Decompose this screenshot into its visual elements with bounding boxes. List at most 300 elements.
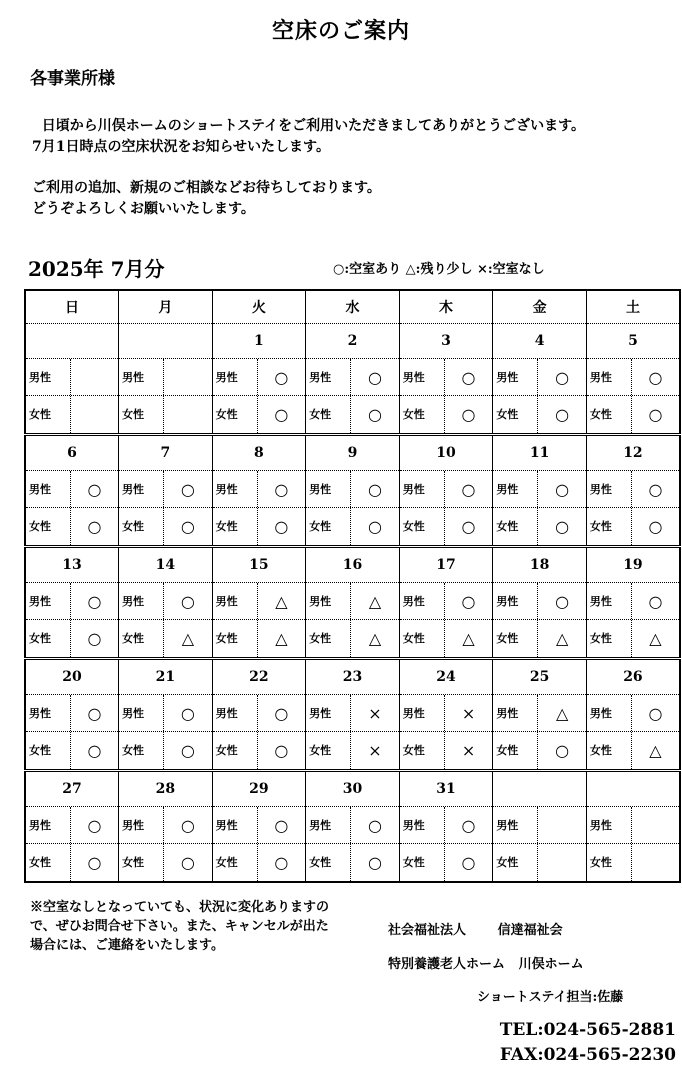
- day-number: [119, 324, 212, 359]
- day-number: [26, 324, 118, 359]
- day-number: 3: [400, 324, 493, 359]
- male-row: [26, 583, 118, 620]
- female-label: 女性: [587, 508, 632, 545]
- male-availability: ○: [87, 815, 102, 835]
- male-label: 男性: [587, 807, 632, 843]
- male-label: 男性: [213, 807, 258, 843]
- female-availability: △: [462, 628, 475, 648]
- female-label: 女性: [213, 732, 258, 769]
- female-label: 女性: [26, 508, 71, 545]
- availability-note: ※空室なしとなっていても、状況に変化ありますので、ぜひお問合せ下さい。また、キャンセルが出た場合には、ご連絡をいたします。: [30, 900, 330, 953]
- female-row: [587, 508, 679, 545]
- day-number: 19: [587, 548, 679, 583]
- male-availability: ○: [180, 703, 195, 723]
- female-label: 女性: [26, 732, 71, 769]
- male-label: 男性: [119, 807, 164, 843]
- day-number: 18: [493, 548, 586, 583]
- calendar-day-cell: [119, 658, 213, 770]
- calendar-day-cell: [493, 770, 587, 882]
- female-row: [400, 620, 493, 657]
- female-label: 女性: [119, 844, 164, 881]
- female-availability: [71, 396, 118, 433]
- male-availability: ○: [274, 815, 289, 835]
- female-label: 女性: [493, 508, 538, 545]
- male-availability: △: [368, 591, 382, 611]
- male-row: [26, 359, 118, 396]
- weekday-sun: 日: [25, 290, 119, 323]
- male-row: [587, 471, 679, 508]
- male-availability: ×: [461, 703, 476, 723]
- male-availability: [632, 807, 679, 843]
- male-label: 男性: [587, 695, 632, 731]
- male-label: 男性: [213, 359, 258, 395]
- female-label: 女性: [26, 620, 71, 657]
- male-label: 男性: [119, 695, 164, 731]
- male-row: [306, 583, 399, 620]
- male-label: 男性: [493, 695, 538, 731]
- male-row: [493, 695, 586, 732]
- male-label: 男性: [400, 471, 445, 507]
- greeting-line: 7月1日時点の空床状況をお知らせいたします。: [32, 139, 330, 155]
- calendar-day-cell: [306, 658, 400, 770]
- calendar-day-cell: [119, 434, 213, 546]
- male-availability: ○: [461, 591, 476, 611]
- female-label: 女性: [306, 620, 351, 657]
- calendar-day-cell: [399, 658, 493, 770]
- male-label: 男性: [26, 695, 71, 731]
- female-row: [400, 732, 493, 769]
- weekday-tue: 火: [212, 290, 306, 323]
- male-label: 男性: [493, 359, 538, 395]
- calendar-day-cell: [493, 323, 587, 434]
- day-number: 24: [400, 660, 493, 695]
- female-availability: [164, 396, 212, 433]
- female-availability: [632, 844, 679, 881]
- male-row: [400, 695, 493, 732]
- day-number: 28: [119, 772, 212, 807]
- calendar-day-cell: [493, 658, 587, 770]
- male-availability: △: [555, 703, 569, 723]
- calendar-day-cell: [212, 323, 306, 434]
- female-availability: ○: [367, 516, 382, 536]
- female-availability: ○: [555, 516, 570, 536]
- female-availability: ○: [367, 852, 382, 872]
- female-row: [587, 620, 679, 657]
- female-availability: ○: [274, 404, 289, 424]
- female-label: 女性: [587, 844, 632, 881]
- day-number: 20: [26, 660, 118, 695]
- day-number: [587, 772, 679, 807]
- male-availability: ○: [87, 479, 102, 499]
- male-availability: [71, 359, 118, 395]
- male-availability: ○: [87, 591, 102, 611]
- calendar-day-cell: [399, 434, 493, 546]
- male-label: 男性: [400, 583, 445, 619]
- female-label: 女性: [213, 620, 258, 657]
- male-label: 男性: [26, 583, 71, 619]
- male-availability: ○: [555, 479, 570, 499]
- female-availability: [538, 844, 586, 881]
- male-row: [26, 471, 118, 508]
- female-row: [306, 508, 399, 545]
- female-availability: ○: [274, 852, 289, 872]
- calendar-day-cell: [306, 434, 400, 546]
- male-label: 男性: [119, 583, 164, 619]
- female-row: [306, 732, 399, 769]
- weekday-sat: 土: [586, 290, 680, 323]
- calendar-day-cell: [119, 323, 213, 434]
- calendar-day-cell: [586, 323, 680, 434]
- weekday-thu: 木: [399, 290, 493, 323]
- male-row: [493, 807, 586, 844]
- male-availability: ○: [648, 591, 663, 611]
- female-row: [306, 620, 399, 657]
- request-line: ご利用の追加、新規のご相談などお待ちしております。: [32, 180, 381, 196]
- calendar-day-cell: [25, 770, 119, 882]
- day-number: 8: [213, 436, 306, 471]
- male-availability: [164, 359, 212, 395]
- male-row: [306, 471, 399, 508]
- calendar-day-cell: [212, 546, 306, 658]
- calendar-day-cell: [212, 770, 306, 882]
- day-number: 10: [400, 436, 493, 471]
- female-row: [493, 732, 586, 769]
- calendar-day-cell: [586, 546, 680, 658]
- male-availability: ○: [180, 591, 195, 611]
- male-label: 男性: [306, 695, 351, 731]
- male-row: [119, 583, 212, 620]
- male-availability: ○: [367, 815, 382, 835]
- male-row: [26, 695, 118, 732]
- male-label: 男性: [306, 807, 351, 843]
- org-staff-contact: ショートステイ担当:佐藤: [477, 990, 624, 1005]
- female-row: [493, 396, 586, 433]
- calendar-day-cell: [25, 323, 119, 434]
- female-availability: △: [368, 628, 382, 648]
- fax-number: FAX:024-565-2230: [499, 1045, 676, 1065]
- request-line: どうぞよろしくお願いいたします。: [32, 201, 255, 217]
- male-row: [213, 471, 306, 508]
- female-availability: ○: [555, 404, 570, 424]
- male-availability: ○: [648, 367, 663, 387]
- male-label: 男性: [26, 359, 71, 395]
- calendar-week-row: [25, 434, 680, 546]
- day-number: 17: [400, 548, 493, 583]
- female-row: [213, 844, 306, 881]
- calendar-day-cell: [493, 434, 587, 546]
- female-label: 女性: [587, 620, 632, 657]
- male-availability: ×: [368, 703, 382, 723]
- female-availability: ○: [367, 404, 382, 424]
- female-availability: △: [275, 628, 288, 648]
- female-row: [213, 508, 306, 545]
- male-row: [400, 807, 493, 844]
- day-number: 6: [26, 436, 118, 471]
- day-number: 5: [587, 324, 679, 359]
- day-number: 7: [119, 436, 212, 471]
- female-availability: ○: [87, 516, 102, 536]
- male-availability: ○: [274, 367, 289, 387]
- female-row: [493, 620, 586, 657]
- male-label: 男性: [213, 695, 258, 731]
- male-label: 男性: [213, 471, 258, 507]
- female-availability: △: [555, 628, 569, 648]
- day-number: 4: [493, 324, 586, 359]
- calendar-day-cell: [399, 323, 493, 434]
- male-availability: △: [275, 591, 288, 611]
- female-label: 女性: [213, 508, 258, 545]
- male-row: [306, 807, 399, 844]
- day-number: 12: [587, 436, 679, 471]
- male-row: [306, 359, 399, 396]
- female-label: 女性: [119, 620, 164, 657]
- male-availability: [538, 807, 586, 843]
- male-availability: ○: [367, 479, 382, 499]
- status-legend: ○:空室あり △:残り少し ×:空室なし: [333, 262, 545, 277]
- weekday-wed: 水: [306, 290, 400, 323]
- calendar-day-cell: [399, 770, 493, 882]
- greeting-line: 日頃から川俣ホームのショートステイをご利用いただきましてありがとうございます。: [32, 118, 585, 134]
- female-label: 女性: [400, 508, 445, 545]
- female-label: 女性: [213, 844, 258, 881]
- male-row: [119, 807, 212, 844]
- male-availability: ○: [87, 703, 102, 723]
- male-availability: ○: [461, 815, 476, 835]
- male-label: 男性: [213, 583, 258, 619]
- female-label: 女性: [493, 732, 538, 769]
- male-row: [587, 695, 679, 732]
- female-availability: ○: [274, 740, 289, 760]
- day-number: 15: [213, 548, 306, 583]
- male-label: 男性: [119, 359, 164, 395]
- female-row: [213, 732, 306, 769]
- calendar-period: 2025年 7月分: [28, 257, 165, 281]
- org-corporation: 社会福祉法人 信達福祉会: [388, 923, 563, 938]
- male-row: [493, 471, 586, 508]
- female-label: 女性: [587, 396, 632, 433]
- male-row: [119, 471, 212, 508]
- page-title: 空床のご案内: [271, 18, 410, 44]
- phone-number: TEL:024-565-2881: [499, 1020, 676, 1040]
- day-number: 27: [26, 772, 118, 807]
- female-availability: ○: [180, 852, 195, 872]
- male-availability: ○: [461, 367, 476, 387]
- day-number: 14: [119, 548, 212, 583]
- male-row: [213, 583, 306, 620]
- female-availability: ○: [461, 404, 476, 424]
- female-availability: ○: [180, 516, 195, 536]
- male-row: [306, 695, 399, 732]
- female-availability: ○: [461, 516, 476, 536]
- male-availability: ○: [555, 367, 570, 387]
- calendar-day-cell: [25, 658, 119, 770]
- male-row: [26, 807, 118, 844]
- female-availability: ○: [555, 740, 570, 760]
- male-label: 男性: [306, 583, 351, 619]
- female-row: [400, 508, 493, 545]
- female-row: [400, 844, 493, 881]
- female-row: [26, 396, 118, 433]
- weekday-fri: 金: [493, 290, 587, 323]
- female-row: [119, 508, 212, 545]
- day-number: 23: [306, 660, 399, 695]
- male-label: 男性: [306, 471, 351, 507]
- female-row: [587, 732, 679, 769]
- day-number: 26: [587, 660, 679, 695]
- female-label: 女性: [26, 396, 71, 433]
- male-availability: ○: [180, 479, 195, 499]
- calendar-week-row: [25, 770, 680, 882]
- day-number: 25: [493, 660, 586, 695]
- day-number: 29: [213, 772, 306, 807]
- org-facility: 特別養護老人ホーム 川俣ホーム: [388, 957, 584, 972]
- calendar-day-cell: [119, 546, 213, 658]
- male-label: 男性: [26, 471, 71, 507]
- male-row: [213, 695, 306, 732]
- female-row: [400, 396, 493, 433]
- male-row: [119, 695, 212, 732]
- day-number: 2: [306, 324, 399, 359]
- female-label: 女性: [587, 732, 632, 769]
- female-availability: △: [649, 740, 662, 760]
- female-label: 女性: [213, 396, 258, 433]
- calendar-day-cell: [306, 546, 400, 658]
- female-row: [587, 396, 679, 433]
- calendar-day-cell: [586, 434, 680, 546]
- female-row: [26, 732, 118, 769]
- male-availability: ○: [367, 367, 382, 387]
- male-row: [213, 359, 306, 396]
- calendar-week-row: [25, 658, 680, 770]
- female-row: [119, 732, 212, 769]
- female-row: [119, 396, 212, 433]
- female-row: [306, 396, 399, 433]
- calendar-day-cell: [25, 546, 119, 658]
- female-label: 女性: [493, 620, 538, 657]
- calendar-day-cell: [212, 434, 306, 546]
- male-row: [119, 359, 212, 396]
- male-availability: ○: [274, 479, 289, 499]
- female-label: 女性: [400, 620, 445, 657]
- male-availability: ○: [461, 479, 476, 499]
- female-availability: ○: [87, 628, 102, 648]
- female-row: [306, 844, 399, 881]
- calendar-day-cell: [399, 546, 493, 658]
- female-availability: ○: [87, 852, 102, 872]
- male-availability: ○: [274, 703, 289, 723]
- female-row: [26, 844, 118, 881]
- day-number: 16: [306, 548, 399, 583]
- weekday-mon: 月: [119, 290, 213, 323]
- female-label: 女性: [493, 396, 538, 433]
- male-row: [587, 583, 679, 620]
- male-row: [587, 359, 679, 396]
- female-label: 女性: [400, 396, 445, 433]
- female-row: [119, 620, 212, 657]
- addressee: 各事業所様: [30, 69, 115, 89]
- female-label: 女性: [119, 396, 164, 433]
- male-row: [493, 583, 586, 620]
- male-label: 男性: [119, 471, 164, 507]
- calendar-day-cell: [306, 323, 400, 434]
- female-availability: ×: [461, 740, 476, 760]
- day-number: 9: [306, 436, 399, 471]
- male-label: 男性: [26, 807, 71, 843]
- day-number: 11: [493, 436, 586, 471]
- female-label: 女性: [119, 732, 164, 769]
- day-number: 22: [213, 660, 306, 695]
- female-label: 女性: [26, 844, 71, 881]
- female-label: 女性: [119, 508, 164, 545]
- female-row: [213, 620, 306, 657]
- male-availability: ○: [180, 815, 195, 835]
- female-availability: ○: [180, 740, 195, 760]
- weekday-header-row: [25, 290, 680, 323]
- male-label: 男性: [587, 471, 632, 507]
- female-row: [26, 620, 118, 657]
- day-number: 30: [306, 772, 399, 807]
- female-label: 女性: [306, 844, 351, 881]
- day-number: 31: [400, 772, 493, 807]
- vacancy-calendar: [24, 289, 681, 883]
- female-availability: ○: [87, 740, 102, 760]
- male-row: [493, 359, 586, 396]
- male-availability: ○: [648, 703, 663, 723]
- male-row: [400, 471, 493, 508]
- male-label: 男性: [400, 359, 445, 395]
- female-row: [493, 508, 586, 545]
- request-message: [32, 178, 381, 220]
- female-label: 女性: [493, 844, 538, 881]
- calendar-week-row: [25, 546, 680, 658]
- female-row: [493, 844, 586, 881]
- male-label: 男性: [400, 695, 445, 731]
- calendar-day-cell: [586, 658, 680, 770]
- male-row: [400, 583, 493, 620]
- female-availability: ○: [461, 852, 476, 872]
- male-label: 男性: [587, 583, 632, 619]
- female-availability: ×: [368, 740, 382, 760]
- male-label: 男性: [400, 807, 445, 843]
- male-availability: ○: [648, 479, 663, 499]
- male-label: 男性: [493, 807, 538, 843]
- female-label: 女性: [306, 396, 351, 433]
- female-row: [587, 844, 679, 881]
- calendar-day-cell: [586, 770, 680, 882]
- calendar-day-cell: [306, 770, 400, 882]
- female-label: 女性: [306, 732, 351, 769]
- female-row: [213, 396, 306, 433]
- calendar-day-cell: [212, 658, 306, 770]
- calendar-day-cell: [493, 546, 587, 658]
- male-label: 男性: [306, 359, 351, 395]
- female-label: 女性: [400, 732, 445, 769]
- male-label: 男性: [587, 359, 632, 395]
- female-label: 女性: [306, 508, 351, 545]
- day-number: 1: [213, 324, 306, 359]
- day-number: [493, 772, 586, 807]
- female-row: [26, 508, 118, 545]
- greeting-message: [32, 116, 585, 158]
- female-availability: ○: [648, 404, 663, 424]
- female-label: 女性: [400, 844, 445, 881]
- male-row: [587, 807, 679, 844]
- male-label: 男性: [493, 471, 538, 507]
- female-availability: △: [181, 628, 194, 648]
- male-row: [213, 807, 306, 844]
- male-availability: ○: [555, 591, 570, 611]
- male-row: [400, 359, 493, 396]
